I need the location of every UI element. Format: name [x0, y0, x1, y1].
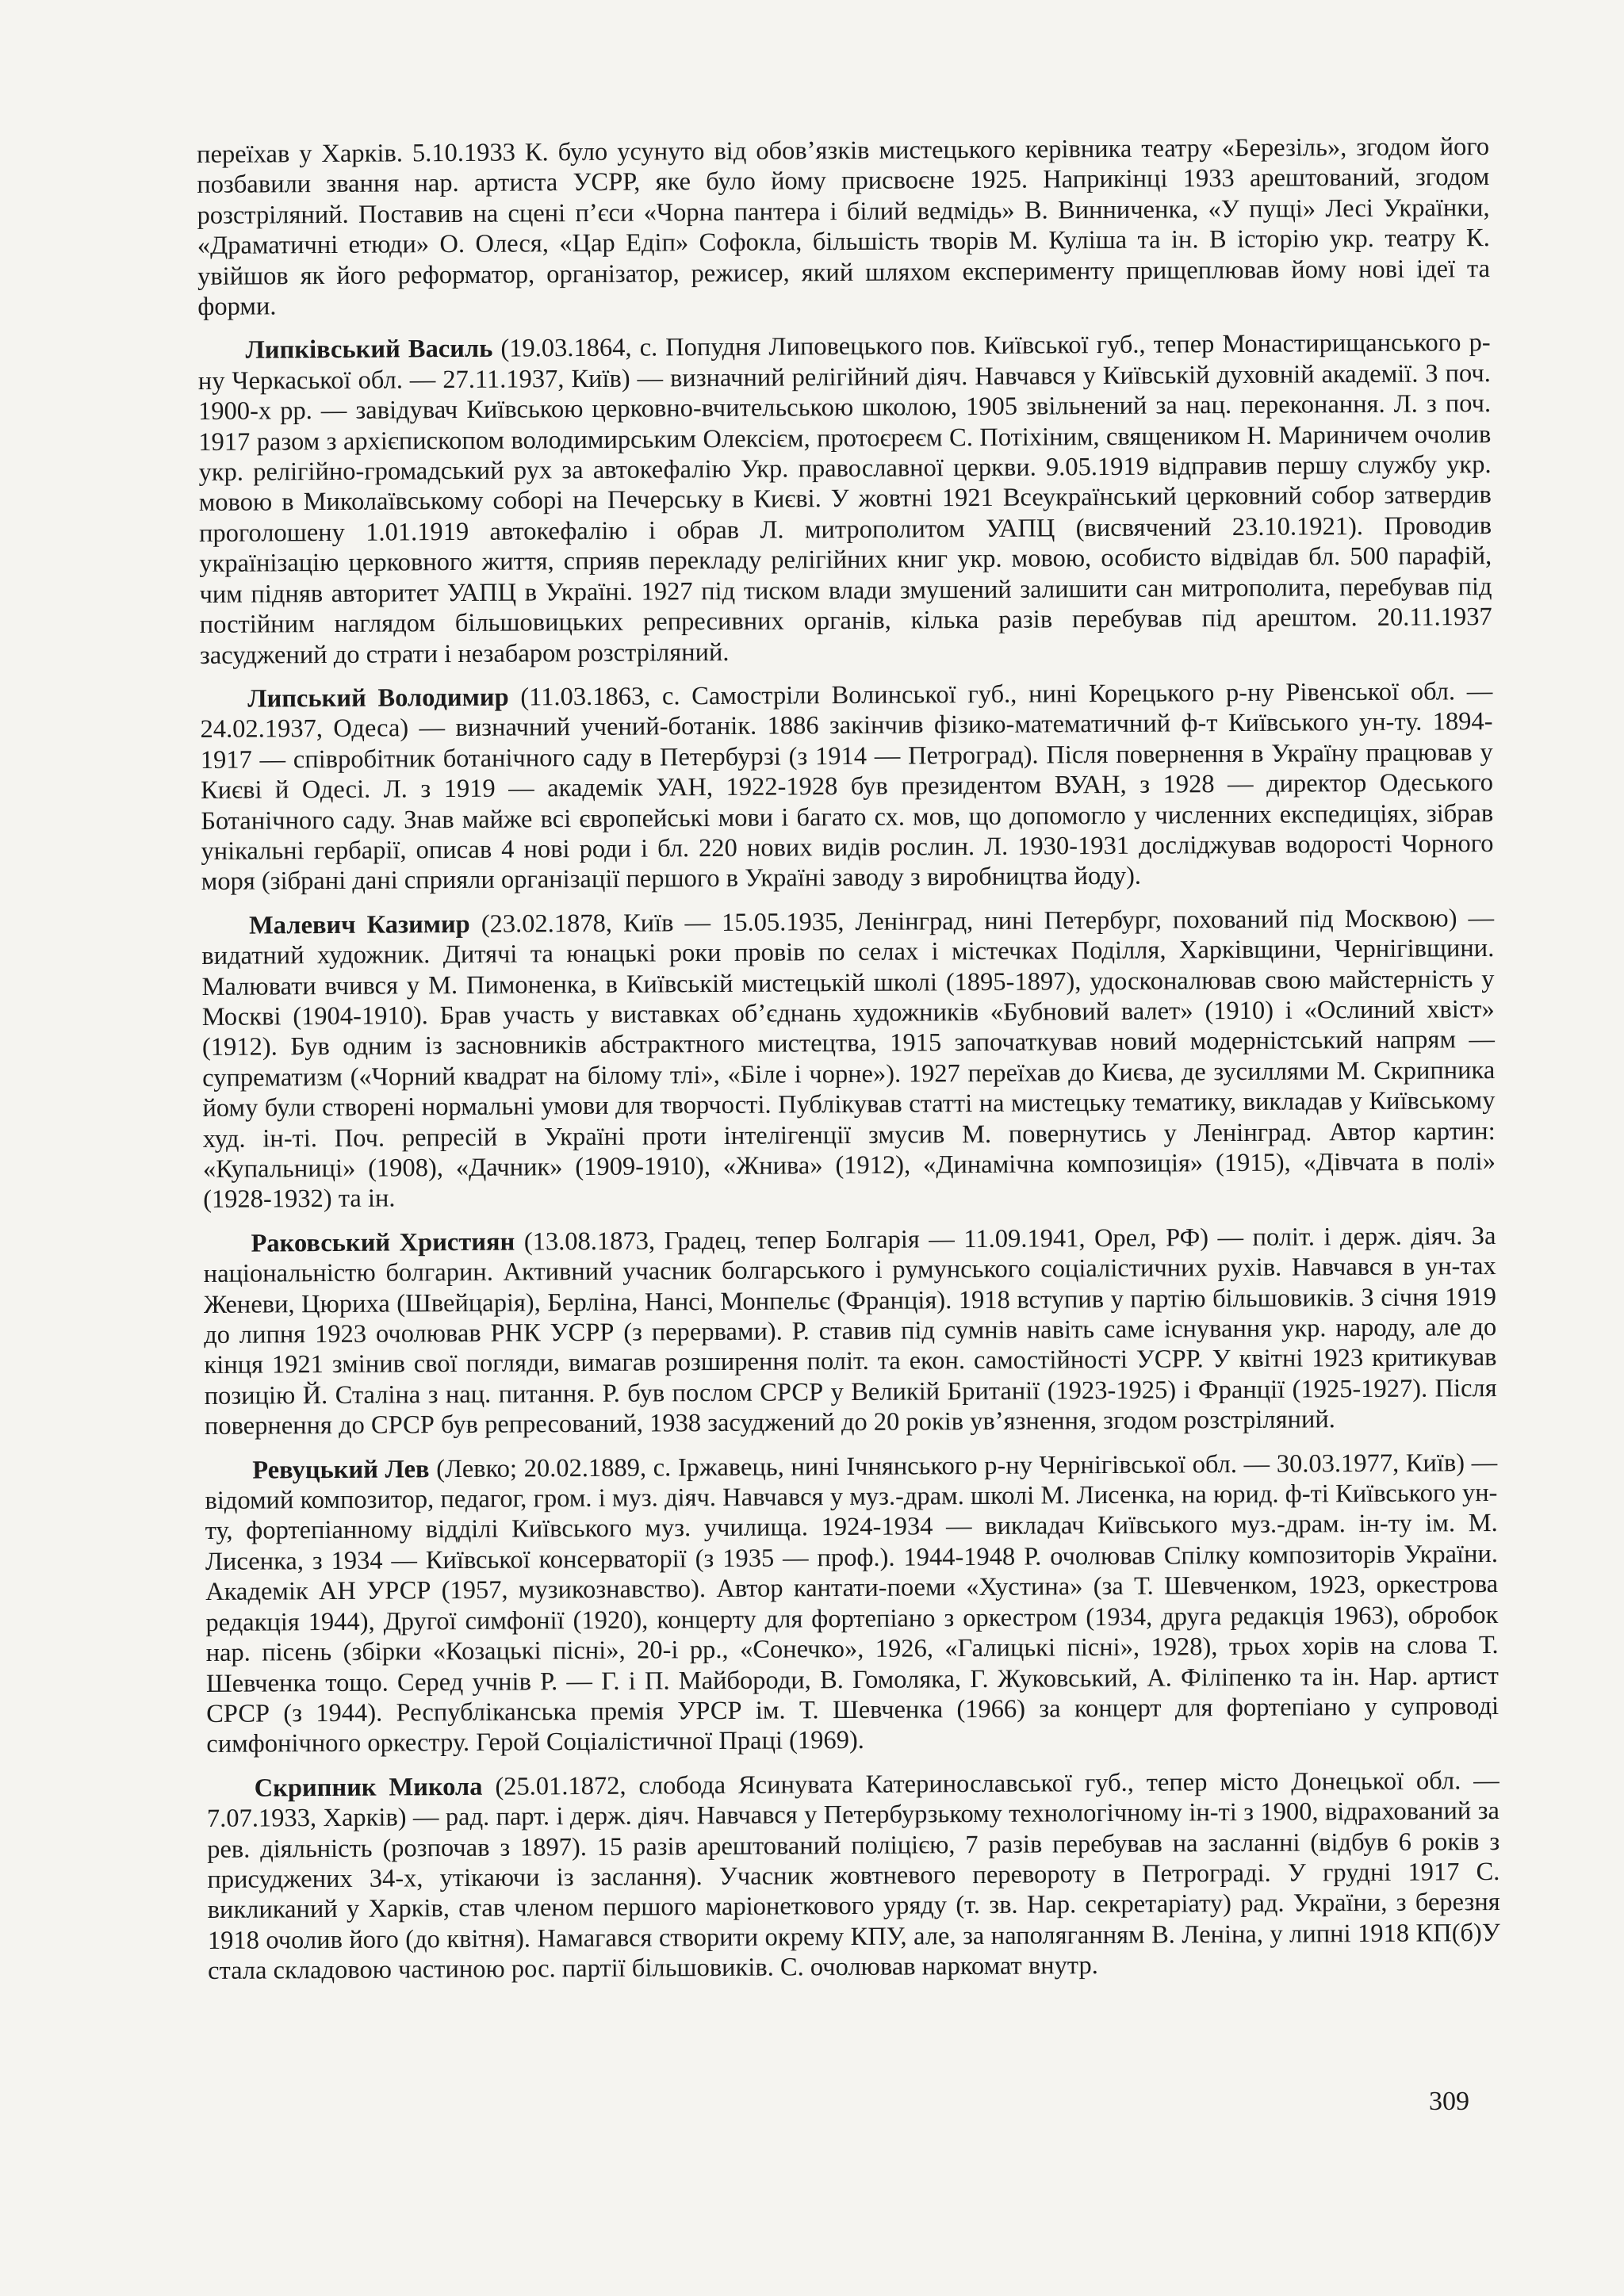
entry-text: (11.03.1863, с. Самостріли Волинської губ., нині Корецького р-ну Рівенської обл. — 24.02.1937, Одеса) — визначний учений-ботанік. 1886 закінчив фізико-математичний ф-т Київського ун-ту. 1894-1917 — співробітник ботанічного саду в Петербурзі (з 1914 — Петроград). Після повернення в Україну працював у Києві й Одесі. Л. з 1919 — академік УАН, 1922-1928 був президентом ВУАН, з 1928 — директор Одеського Ботанічного саду. Знав майже всі європейські мови і багато сх. мов, що допомогло у численних експедиціях, зібрав унікальні гербарії, описав 4 нові роди і бл. 220 нових видів рослин. Л. 1930-1931 досліджував водорості Чорного моря (зібрані дані сприяли організації першого в Україні заводу з виробництва йоду).	[200, 676, 1494, 897]
entry-name: Раковський Християн	[251, 1227, 515, 1258]
entry-text: (Левко; 20.02.1889, с. Іржавець, нині Ічнянського р-ну Чернігівської обл. — 30.03.1977, Київ) — відомий композитор, педагог, гром. і муз. діяч. Навчався у муз.-драм. школі М. Лисенка, на юрид. ф-ті Київського ун-ту, фортепіанному відділі Київського муз. училища. 1924-1934 — викладач Київського муз.-драм. ін-ту ім. М. Лисенка, з 1934 — Київської консерваторії (з 1935 — проф.). 1944-1948 Р. очолював Спілку композиторів України. Академік АН УРСР (1957, музикознавство). Автор кантати-поеми «Хустина» (за Т. Шевченком, 1923, оркестрова редакція 1944), Другої симфонії (1920), концерту для фортепіано з оркестром (1934, друга редакція 1963), обробок нар. пісень (збірки «Козацькі пісні», 20-і рр., «Сонечко», 1926, «Галицькі пісні», 1928), трьох хорів на слова Т. Шевченка тощо. Серед учнів Р. — Г. і П. Майбороди, В. Гомоляка, Г. Жуковський, А. Філіпенко та ін. Нар. артист СРСР (з 1944). Республіканська премія УРСР ім. Т. Шевченка (1966) за концерт для фортепіано у супроводі симфонічного оркестру. Герой Соціалістичної Праці (1969).	[205, 1448, 1500, 1759]
entry-text: (13.08.1873, Градец, тепер Болгарія — 11.09.1941, Орел, РФ) — політ. і держ. діяч. За національністю болгарин. Активний учасник болгарського і румунського соціалістичних рухів. Навчався в ун-тах Женеви, Цюриха (Швейцарія), Берліна, Нансі, Монпельє (Франція). 1918 вступив у партію більшовиків. З січня 1919 до липня 1923 очолював РНК УСРР (з перервами). Р. ставив під сумнів навіть саме існування укр. народу, але до кінця 1921 змінив свої погляди, вимагав розширення політ. та екон. самостійності УСРР. У квітні 1923 критикував позицію Й. Сталіна з нац. питання. Р. був послом СРСР у Великій Британії (1923-1925) і Франції (1925-1927). Після повернення до СРСР був репресований, 1938 засуджений до 20 років ув’язнення, згодом розстріляний.	[203, 1221, 1497, 1441]
entry-text: (19.03.1864, с. Попудня Липовецького пов. Київської губ., тепер Монастирищанського р-ну Черкаської обл. — 27.11.1937, Київ) — визначний релігійний діяч. Навчався у Київській духовній академії. З поч. 1900-х рр. — завідувач Київською церковно-вчительською школою, 1905 звільнений за нац. переконання. Л. з поч. 1917 разом з архієпископом володимирським Олексієм, протоєреєм С. Потіхіним, священиком Н. Мариничем очолив укр. релігійно-громадський рух за автокефалію Укр. православної церкви. 9.05.1919 відправив першу службу укр. мовою в Миколаївському соборі на Печерську в Києві. У жовтні 1921 Всеукраїнський церковний собор затвердив проголошену 1.01.1919 автокефалію і обрав Л. митрополитом УАПЦ (висвячений 23.10.1921). Проводив українізацію церковного життя, сприяв перекладу релігійних книг укр. мовою, особисто відвідав бл. 500 парафій, чим підняв авторитет УАПЦ в Україні. 1927 під тиском влади змушений залишити сан митрополита, перебував під постійним наглядом більшовицьких репресивних органів, кілька разів перебував під арештом. 20.11.1937 засуджений до страти і незабаром розстріляний.	[197, 328, 1492, 670]
entry-text: (25.01.1872, слобода Ясинувата Катеринославської губ., тепер місто Донецької обл. — 7.07.1933, Харків) — рад. парт. і держ. діяч. Навчався у Петербурзькому технологічному ін-ті з 1900, відрахований за рев. діяльність (розпочав з 1897). 15 разів арештований поліцією, 7 разів перебував на засланні (відбув 6 років з присуджених 34-х, утікаючи із заслання). Учасник жовтневого перевороту в Петрограді. У грудні 1917 С. викликаний у Харків, став членом першого маріонеткового уряду (т. зв. Нар. секретаріату) рад. України, з березня 1918 очолив його (до квітня). Намагався створити окрему КПУ, але, за наполяганням В. Леніна, у липні 1918 КП(б)У стала складовою частиною рос. партії більшовиків. С. очолював наркомат внутр.	[206, 1766, 1500, 1986]
entry-rakovskyi	[203, 1221, 1497, 1442]
entry-continuation	[197, 132, 1490, 322]
entry-name: Ревуцький Лев	[252, 1454, 430, 1485]
page-number: 309	[1429, 2087, 1469, 2116]
entry-text: переїхав у Харків. 5.10.1933 К. було усунуто від обов’язків мистецького керівника театру «Березіль», згодом його позбавили звання нар. артиста УСРР, яке було йому присвоєне 1925. Наприкінці 1933 арештований, згодом розстріляний. Поставив на сцені п’єси «Чорна пантера і білий ведмідь» В. Винниченка, «У пущі» Лесі Українки, «Драматичні етюди» О. Олеся, «Цар Едіп» Софокла, більшість творів М. Куліша та ін. В історію укр. театру К. увійшов як його реформатор, організатор, режисер, який шляхом експерименту прищеплював йому нові ідеї та форми.	[197, 132, 1491, 322]
encyclopedia-text-block	[197, 132, 1500, 1999]
entry-lypkivskyi	[198, 327, 1493, 670]
entry-text: (23.02.1878, Київ — 15.05.1935, Ленінград, нині Петербург, похований під Москвою) — видатний художник. Дитячі та юнацькі роки провів по селах і містечках Поділля, Харківщини, Чернігівщини. Малювати вчився у М. Пимоненка, в Київській мистецькій школі (1895-1897), удосконалював свою майстерність у Москві (1904-1910). Брав участь у виставках об’єднань художників «Бубновий валет» (1910) і «Ослиний хвіст» (1912). Був одним із засновників абстрактного мистецтва, 1915 започаткував новий модерністський напрям — супрематизм («Чорний квадрат на білому тлі», «Біле і чорне»). 1927 переїхав до Києва, де зусиллями М. Скрипника йому були створені нормальні умови для творчості. Публікував статті на мистецьку тематику, викладав у Київському худ. ін-ті. Поч. репресій в Україні проти інтелігенції змусив М. повернутись у Ленінград. Автор картин: «Купальниці» (1908), «Дачник» (1909-1910), «Жнива» (1912), «Динамічна композиція» (1915), «Дівчата в полі» (1928-1932) та ін.	[201, 903, 1496, 1215]
entry-name: Скрипник Микола	[254, 1772, 483, 1803]
entry-revutskyi	[205, 1448, 1499, 1760]
entry-malevych	[201, 903, 1496, 1215]
entry-skrypnyk	[207, 1766, 1501, 1987]
entry-name: Липський Володимир	[247, 683, 509, 714]
entry-name: Липківський Василь	[245, 335, 493, 365]
entry-lypskyi	[200, 676, 1494, 897]
entry-name: Малевич Казимир	[248, 909, 470, 940]
